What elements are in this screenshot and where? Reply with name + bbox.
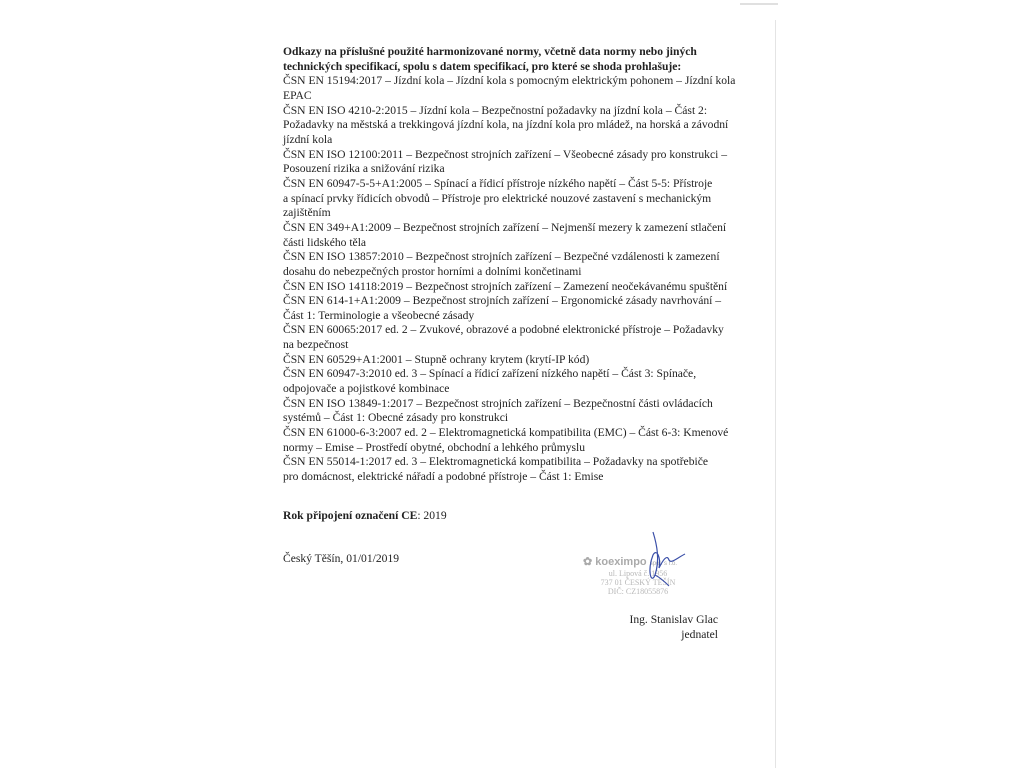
stamp-street: ul. Lipová č. 1956 (608, 569, 668, 578)
heading-line: technických specifikací, spolu s datem specifikací, pro které se shoda prohlašuje: (283, 59, 682, 73)
standard-line: ČSN EN 60529+A1:2001 – Stupně ochrany krytem (krytí-IP kód) (283, 352, 590, 366)
harmonized-standards-section (283, 45, 736, 485)
standard-line: Požadavky na městská a trekkingová jízdní kola, na jízdní kola pro mládež, na horská a závodní (283, 118, 729, 132)
standard-item (283, 221, 733, 250)
standard-line: ČSN EN 55014-1:2017 ed. 3 – Elektromagnetická kompatibilita – Požadavky na spotřebiče (283, 455, 709, 469)
standard-line: ČSN EN ISO 13857:2010 – Bezpečnost strojních zařízení – Bezpečné vzdálenosti k zamezení (283, 250, 720, 264)
standard-line: části lidského těla (283, 235, 367, 249)
standard-line: ČSN EN ISO 14118:2019 – Bezpečnost strojních zařízení – Zamezení neočekávanému spuštění (283, 279, 728, 293)
standard-line: Část 1: Terminologie a všeobecné zásady (283, 308, 475, 322)
standard-line: a spínací prvky řídicích obvodů – Přístroje pro elektrické nouzové zastavení s mechanickým (283, 191, 712, 205)
standard-line: jízdní kola (283, 132, 333, 146)
stamp-logo-text: koeximpo (595, 556, 647, 568)
ce-mark-year (283, 509, 447, 522)
standard-line: ČSN EN 60947-3:2010 ed. 3 – Spínací a řídicí zařízení nízkého napětí – Část 3: Spínače, (283, 367, 697, 381)
stamp-suffix: spol. s r.o. (649, 561, 678, 567)
ce-mark-label: Rok připojení označení CE (283, 509, 418, 522)
standard-line: na bezpečnost (283, 338, 349, 352)
standard-line: systémů – Část 1: Obecné zásady pro konstrukci (283, 411, 509, 425)
standard-item (283, 323, 733, 352)
signer-name: Ing. Stanislav Glac (629, 613, 718, 626)
standard-line: ČSN EN 349+A1:2009 – Bezpečnost strojních zařízení – Nejmenší mezery k zamezení stlačení (283, 220, 727, 234)
standard-line: dosahu do nebezpečných prostor horními a dolními končetinami (283, 264, 582, 278)
standard-item (283, 280, 733, 295)
scan-edge-right (775, 20, 776, 768)
standard-line: ČSN EN 614-1+A1:2009 – Bezpečnost strojních zařízení – Ergonomické zásady navrhování – (283, 294, 722, 308)
standard-item (283, 397, 733, 426)
section-heading (283, 45, 733, 74)
standard-item (283, 74, 736, 103)
ce-mark-value: : 2019 (417, 509, 447, 522)
standard-item (283, 455, 733, 484)
standard-line: ČSN EN 61000-6-3:2007 ed. 2 – Elektromagnetická kompatibilita (EMC) – Část 6-3: Kmenové (283, 426, 729, 440)
place-date: Český Těšín, 01/01/2019 (283, 552, 400, 565)
stamp-dic: DIČ: CZ18055876 (607, 587, 669, 596)
standard-line: ČSN EN 60065:2017 ed. 2 – Zvukové, obrazové a podobné elektronické přístroje – Požadavky (283, 323, 724, 337)
signer-role: jednatel (681, 628, 718, 641)
standard-line: ČSN EN 60947-5-5+A1:2005 – Spínací a řídicí přístroje nízkého napětí – Část 5-5: Přístroje (283, 176, 713, 190)
standard-item (283, 367, 733, 396)
standards-list (283, 74, 736, 484)
standard-item (283, 104, 733, 148)
standard-item (283, 294, 733, 323)
standard-line: EPAC (283, 88, 312, 102)
standard-line: zajištěním (283, 206, 331, 220)
standard-item (283, 177, 733, 221)
stamp-logo: ✿ koeximpo spol. s r.o. (583, 556, 678, 568)
standard-item (283, 353, 733, 368)
standard-item (283, 250, 733, 279)
scan-edge-top (740, 3, 778, 5)
standard-line: ČSN EN ISO 12100:2011 – Bezpečnost strojních zařízení – Všeobecné zásady pro konstrukci – (283, 147, 728, 161)
standard-line: ČSN EN 15194:2017 – Jízdní kola – Jízdní kola s pomocným elektrickým pohonem – Jízdní kola (283, 74, 736, 88)
standard-line: odpojovače a pojistkové kombinace (283, 382, 450, 396)
signatory (629, 612, 718, 642)
standard-line: ČSN EN ISO 13849-1:2017 – Bezpečnost strojních zařízení – Bezpečnostní části ovládacích (283, 396, 713, 410)
stamp-city: 737 01 ČESKÝ TĚŠÍN (600, 578, 676, 587)
standard-line: Posouzení rizika a snižování rizika (283, 162, 445, 176)
signature (635, 530, 695, 590)
standard-line: normy – Emise – Prostředí obytné, obchodní a lehkého průmyslu (283, 440, 586, 454)
heading-line: Odkazy na příslušné použité harmonizované normy, včetně data normy nebo jiných (283, 45, 697, 58)
standard-item (283, 148, 733, 177)
standard-line: pro domácnost, elektrické nářadí a podobné přístroje – Část 1: Emise (283, 470, 604, 484)
standard-item (283, 426, 733, 455)
standard-line: ČSN EN ISO 4210-2:2015 – Jízdní kola – Bezpečnostní požadavky na jízdní kola – Část 2: (283, 103, 708, 117)
